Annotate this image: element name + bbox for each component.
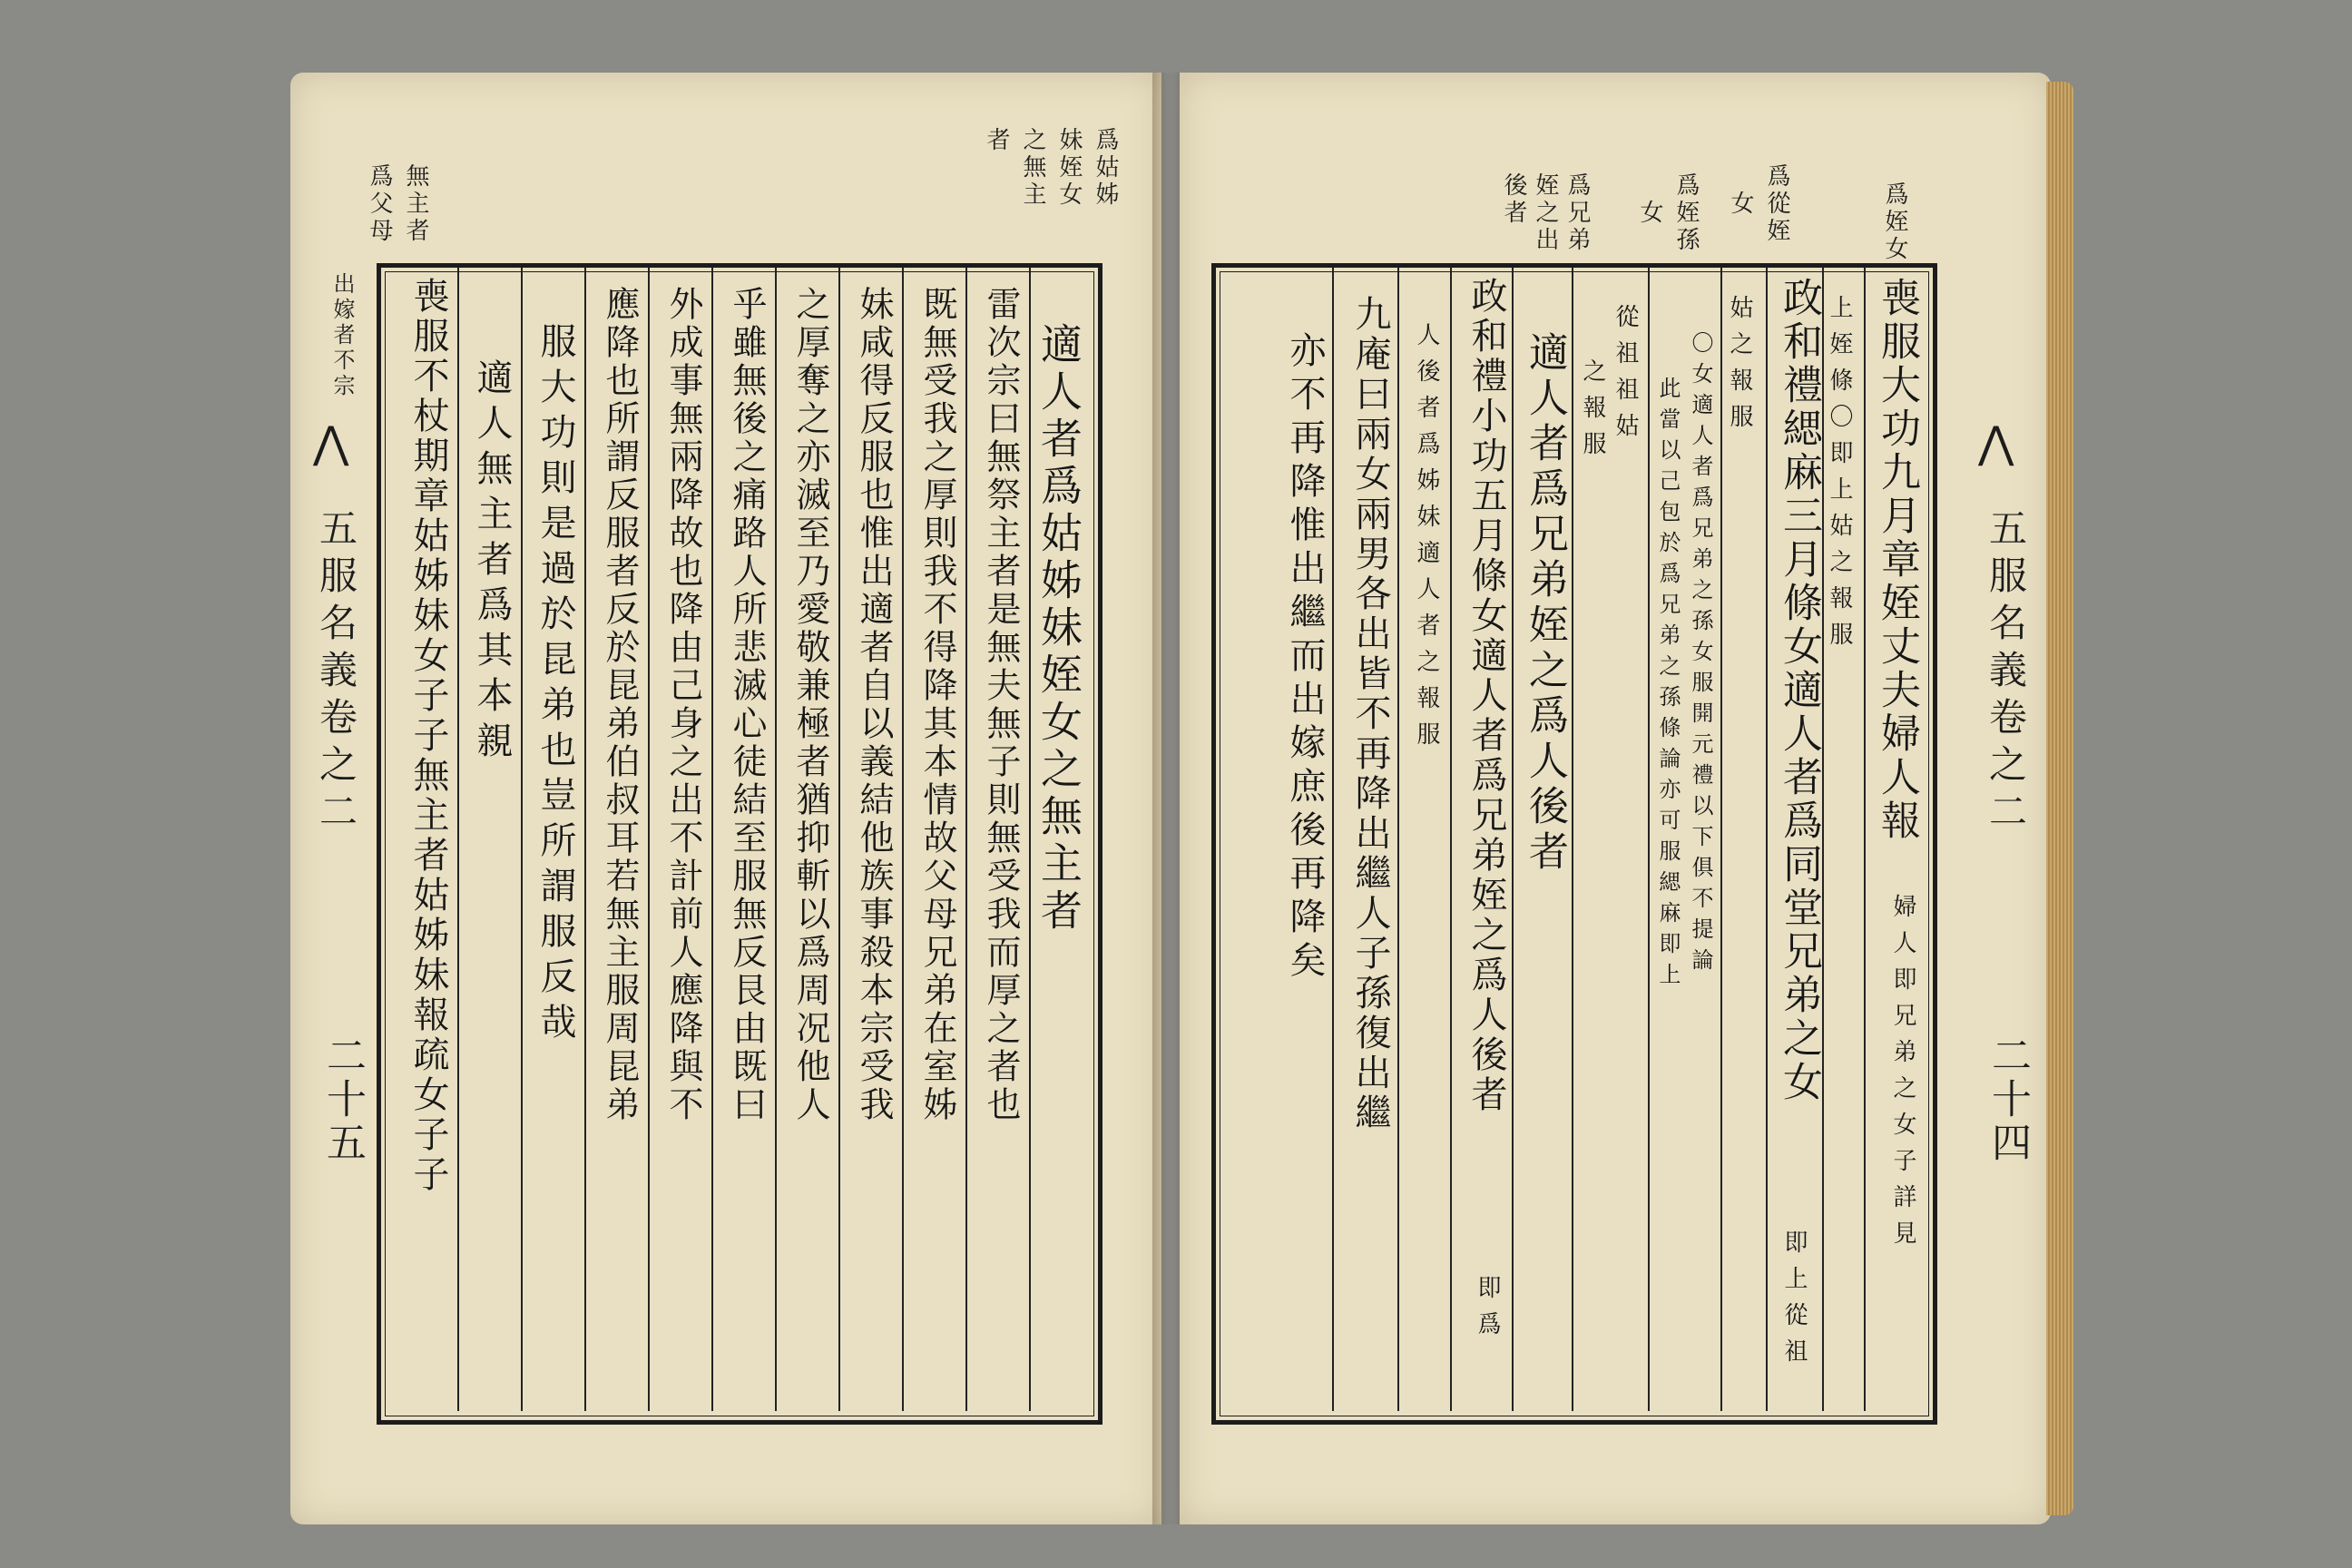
fishtail-mark: ⋀ <box>313 417 349 468</box>
spine-title: 五服名義卷之二 <box>1984 508 2028 838</box>
annotation-column: 即上從祖 <box>1780 1230 1808 1375</box>
annotation-column: 從祖祖姑 <box>1612 304 1639 449</box>
column-rule <box>521 268 523 1411</box>
top-note: 爲從姪 <box>1763 163 1790 245</box>
text-column: 政和禮小功五月條女適人者爲兄弟姪之爲人後者 <box>1465 277 1507 1115</box>
column-rule <box>648 268 650 1411</box>
column-rule <box>902 268 904 1411</box>
column-rule <box>1766 268 1768 1411</box>
column-rule <box>838 268 840 1411</box>
text-column: 喪服不杖期章姑姊妹女子子無主者姑姊妹報疏女子子 <box>407 277 449 1195</box>
top-note: 爲姪女 <box>1881 181 1908 263</box>
text-column: 適人者爲姑姊妹姪女之無主者 <box>1034 322 1083 936</box>
top-note: 爲父母 <box>366 163 393 245</box>
annotation-column: 之報服 <box>1579 358 1606 467</box>
column-rule <box>1397 268 1399 1411</box>
annotation-column: 姑之報服 <box>1726 295 1753 440</box>
top-note: 無主者 <box>402 163 429 245</box>
top-note: 姪之出 <box>1532 172 1559 254</box>
top-note: 者 <box>983 127 1010 154</box>
left-page <box>290 73 1161 1524</box>
text-column: 喪服大功九月章姪丈夫婦人報 <box>1874 277 1920 843</box>
text-column: 乎雖無後之痛路人所悲滅心徒結至服無反艮由既曰 <box>727 286 767 1124</box>
annotation-column: 人後者爲姊妹適人者之報服 <box>1413 322 1440 758</box>
text-column: 妹咸得反服也惟出適者自以義結他族事殺本宗受我 <box>854 286 894 1124</box>
column-rule <box>1720 268 1722 1411</box>
column-rule <box>1512 268 1514 1411</box>
spine-subtitle: 出嫁者不宗 <box>329 272 355 399</box>
annotation-column: 此當以己包於爲兄弟之孫條論亦可服緦麻即上 <box>1655 377 1681 994</box>
text-column: 之厚奪之亦滅至乃愛敬兼極者猶抑斬以爲周况他人 <box>790 286 830 1124</box>
column-rule <box>1572 268 1573 1411</box>
column-rule <box>1648 268 1650 1411</box>
text-column: 政和禮緦麻三月條女適人者爲同堂兄弟之女 <box>1776 277 1822 1104</box>
fishtail-mark: ⋀ <box>1978 417 2014 468</box>
text-column: 服大功則是過於昆弟也豈所謂服反哉 <box>534 322 576 1048</box>
column-rule <box>1450 268 1452 1411</box>
top-note: 爲姪孫 <box>1672 172 1700 254</box>
annotation-column: 上姪條〇即上姑之報服 <box>1826 295 1853 658</box>
text-column: 亦不再降惟出繼而出嫁庶後再降矣 <box>1284 331 1326 985</box>
top-note: 女 <box>1636 200 1663 227</box>
top-note: 妹姪女 <box>1055 127 1083 209</box>
text-column: 適人者爲兄弟姪之爲人後者 <box>1522 331 1568 876</box>
text-frame <box>377 263 1102 1425</box>
annotation-column: 婦人即兄弟之女子詳見 <box>1889 894 1916 1257</box>
top-note: 爲兄弟 <box>1563 172 1591 254</box>
text-frame <box>1211 263 1937 1425</box>
top-note: 女 <box>1727 191 1754 218</box>
top-note: 之無主 <box>1019 127 1046 209</box>
annotation-column: 即爲 <box>1474 1275 1501 1348</box>
page-edges <box>2046 82 2073 1515</box>
annotation-column: 〇女適人者爲兄弟之孫女服開元禮以下俱不提論 <box>1688 331 1713 979</box>
folio-number: 二十五 <box>319 1034 366 1165</box>
column-rule <box>457 268 459 1411</box>
text-column: 九庵曰兩女兩男各出皆不再降出繼人子孫復出繼 <box>1349 295 1391 1133</box>
text-column: 應降也所謂反服者反於昆弟伯叔耳若無主服周昆弟 <box>600 286 640 1124</box>
column-rule <box>1822 268 1824 1411</box>
top-note: 爲姑姊 <box>1092 127 1119 209</box>
top-note: 後者 <box>1500 172 1527 227</box>
column-rule <box>775 268 777 1411</box>
text-column: 外成事無兩降故也降由己身之出不計前人應降與不 <box>663 286 703 1124</box>
right-page <box>1180 73 2051 1524</box>
column-rule <box>584 268 586 1411</box>
text-column: 雷次宗曰無祭主者是無夫無子則無受我而厚之者也 <box>981 286 1021 1124</box>
folio-number: 二十四 <box>1984 1034 2031 1165</box>
column-rule <box>965 268 967 1411</box>
text-column: 適人無主者爲其本親 <box>471 358 513 767</box>
column-rule <box>711 268 713 1411</box>
open-book <box>290 73 2051 1524</box>
column-rule <box>1029 268 1031 1411</box>
column-rule <box>1864 268 1866 1411</box>
column-rule <box>1332 268 1334 1411</box>
spine-title: 五服名義卷之二 <box>314 508 358 838</box>
text-column: 既無受我之厚則我不得降其本情故父母兄弟在室姊 <box>917 286 957 1124</box>
